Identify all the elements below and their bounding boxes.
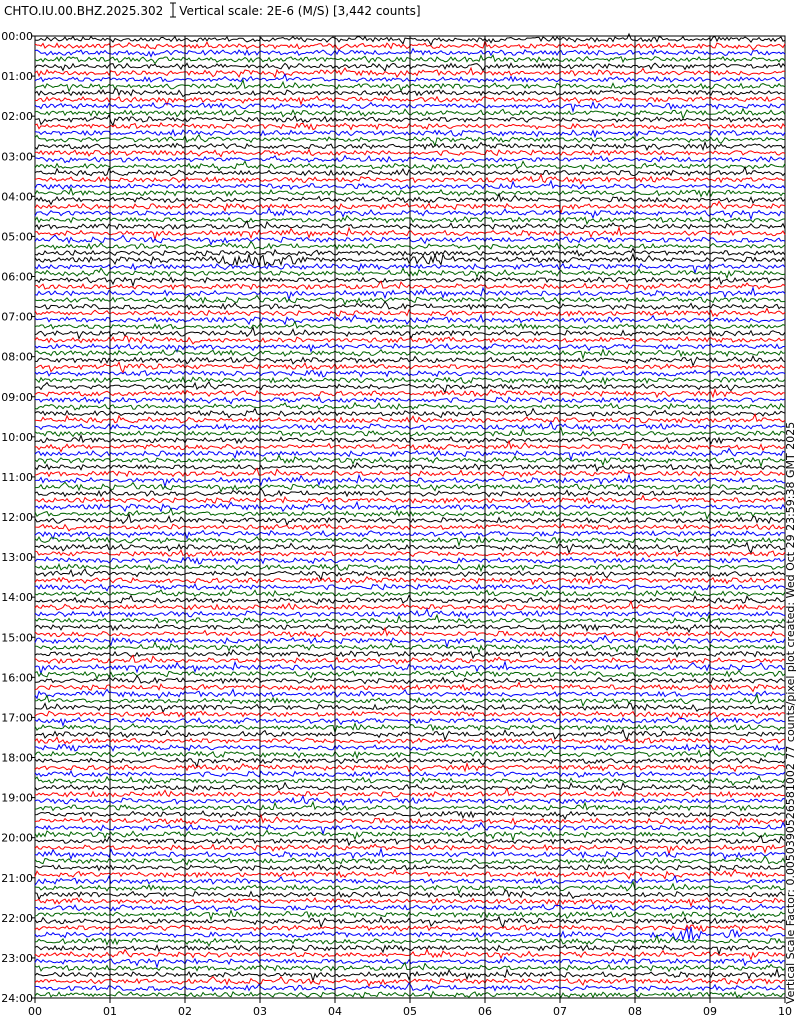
y-tick-label: 16:00 <box>1 671 33 685</box>
y-tick-label: 22:00 <box>1 911 33 925</box>
y-tick-label: 09:00 <box>1 390 33 404</box>
y-tick-label: 14:00 <box>1 591 33 605</box>
y-tick-label: 21:00 <box>1 871 33 885</box>
y-tick-label: 12:00 <box>1 511 33 524</box>
x-tick-label: 05 <box>403 1005 417 1018</box>
vertical-scale-label: Vertical scale: 2E-6 (M/S) [3,442 counts] <box>179 4 421 18</box>
x-tick-label: 03 <box>253 1005 267 1018</box>
x-tick-label: 06 <box>478 1005 492 1018</box>
y-tick-label: 15:00 <box>1 631 33 645</box>
x-tick-label: 07 <box>553 1005 567 1018</box>
y-tick-label: 11:00 <box>1 470 33 484</box>
x-tick-label: 00 <box>28 1005 42 1018</box>
x-tick-label: 08 <box>628 1005 642 1018</box>
y-tick-label: 19:00 <box>1 791 33 805</box>
y-tick-label: 08:00 <box>1 350 33 364</box>
x-tick-label: 04 <box>328 1005 342 1018</box>
x-tick-label: 09 <box>703 1005 717 1018</box>
station-label: CHTO.IU.00.BHZ.2025.302 <box>4 4 164 18</box>
y-tick-label: 13:00 <box>1 551 33 565</box>
y-tick-label: 20:00 <box>1 831 33 845</box>
x-tick-label: 01 <box>103 1005 117 1018</box>
y-tick-label: 17:00 <box>1 711 33 725</box>
y-tick-label: 00:00 <box>1 30 33 43</box>
y-tick-label: 01:00 <box>1 70 33 84</box>
y-tick-label: 24:00 <box>1 992 33 1005</box>
y-tick-label: 18:00 <box>1 751 33 765</box>
x-tick-label: 02 <box>178 1005 192 1018</box>
y-tick-label: 23:00 <box>1 951 33 965</box>
y-tick-label: 03:00 <box>1 150 33 164</box>
y-tick-label: 10:00 <box>1 430 33 444</box>
y-tick-label: 05:00 <box>1 230 33 244</box>
y-tick-label: 02:00 <box>1 110 33 124</box>
scale-factor-note: Vertical Scale Factor: 0.0050390526581002 77 counts/pixel plot created: Wed Oct 29 23:59:38 GMT 2025 <box>784 421 797 1004</box>
y-tick-label: 06:00 <box>1 270 33 284</box>
x-tick-label: 10 <box>778 1005 792 1018</box>
y-tick-label: 07:00 <box>1 310 33 324</box>
y-tick-label: 04:00 <box>1 190 33 204</box>
